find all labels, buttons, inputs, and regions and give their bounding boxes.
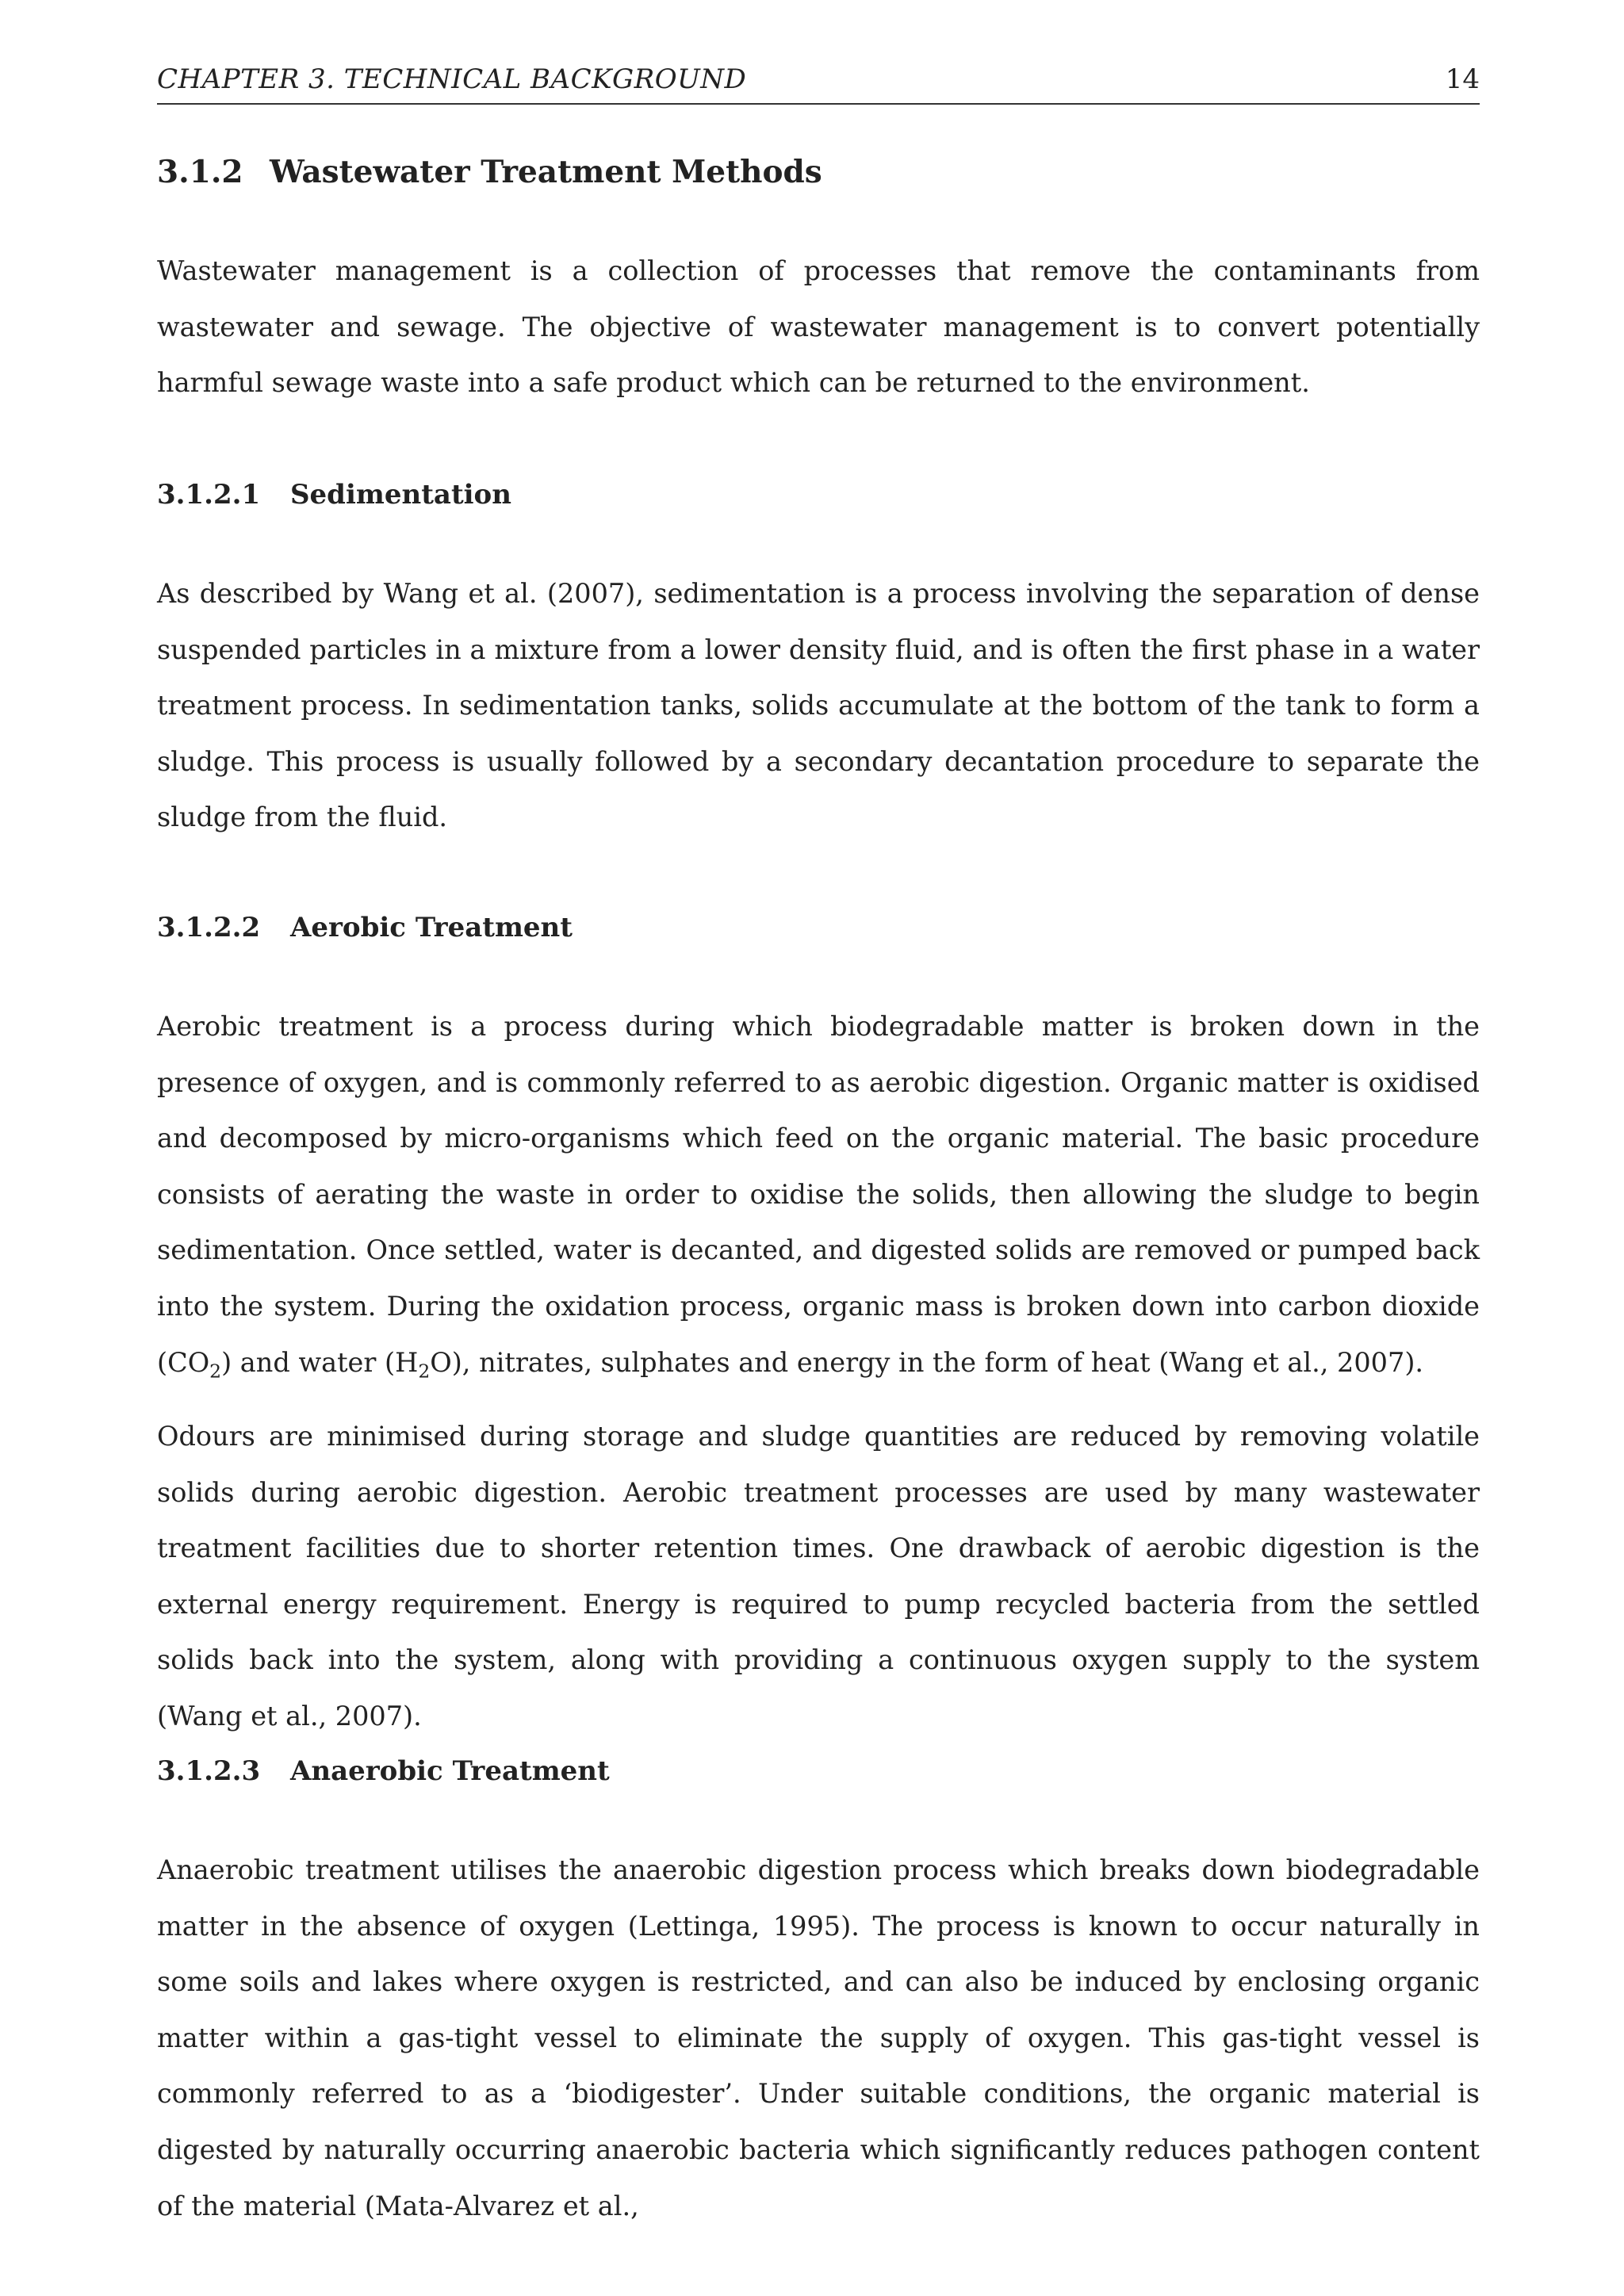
aerobic-text-b: ) and water (H bbox=[221, 1346, 419, 1378]
section-heading bbox=[157, 154, 822, 190]
subsection-number: 3.1.2.2 bbox=[157, 912, 261, 943]
anaerobic-paragraph: Anaerobic treatment utilises the anaerobic digestion process which breaks down biodegradable matter in the absence of oxygen (Lettinga, 1995). The process is known to occur naturally in some soils and lakes where oxygen is restricted, and can also be induced by enclosing organic matter within a gas-tight vessel to eliminate the supply of oxygen. This gas-tight vessel is commonly referred to as a ‘biodigester’. Under suitable conditions, the organic material is digested by naturally occurring anaerobic bacteria which significantly reduces pathogen content of the material (Mata-Alvarez et al., bbox=[157, 1854, 1480, 2221]
subsection-title: Sedimentation bbox=[290, 479, 511, 511]
subsection-heading-sedimentation bbox=[157, 479, 511, 511]
h2o-subscript: 2 bbox=[418, 1360, 431, 1383]
page-number: 14 bbox=[1445, 63, 1480, 95]
aerobic-paragraph-2: Odours are minimised during storage and sludge quantities are reduced by removing volatile solids during aerobic digestion. Aerobic treatment processes are used by many wastewater treatment facilities due to shorter retention times. One drawback of aerobic digestion is the external energy requirement. Energy is required to pump recycled bacteria from the settled solids back into the system, along with providing a continuous oxygen supply to the system (Wang et al., 2007). bbox=[157, 1421, 1480, 1732]
aerobic-text-a: Aerobic treatment is a process during which biodegradable matter is broken down in the presence of oxygen, and is commonly referred to as aerobic digestion. Organic matter is oxidised and decomposed by micro-organisms which feed on the organic material. The basic procedure consists of aerating the waste in order to oxidise the solids, then allowing the sludge to begin sedimentation. Once settled, water is decanted, and digested solids are removed or pumped back into the system. During the oxidation process, organic mass is broken down into carbon dioxide (CO bbox=[157, 1011, 1480, 1378]
subsection-title: Aerobic Treatment bbox=[290, 912, 573, 943]
section-number: 3.1.2 bbox=[157, 154, 243, 190]
subsection-number: 3.1.2.3 bbox=[157, 1755, 261, 1787]
chapter-title: CHAPTER 3. TECHNICAL BACKGROUND bbox=[157, 63, 747, 95]
running-header bbox=[157, 65, 1480, 105]
subsection-heading-aerobic bbox=[157, 912, 573, 943]
subsection-number: 3.1.2.1 bbox=[157, 479, 261, 511]
intro-paragraph: Wastewater management is a collection of processes that remove the contaminants from wastewater and sewage. The objective of wastewater management is to convert potentially harmful sewage waste into a safe product which can be returned to the environment. bbox=[157, 255, 1480, 399]
sedimentation-paragraph: As described by Wang et al. (2007), sedimentation is a process involving the separation of dense suspended particles in a mixture from a lower density fluid, and is often the first phase in a water treatment process. In sedimentation tanks, solids accumulate at the bottom of the tank to form a sludge. This process is usually followed by a secondary decantation procedure to separate the sludge from the fluid. bbox=[157, 578, 1480, 833]
subsection-heading-anaerobic bbox=[157, 1755, 610, 1787]
aerobic-paragraph-1 bbox=[157, 999, 1480, 1391]
co2-subscript: 2 bbox=[209, 1360, 222, 1383]
aerobic-text-c: O), nitrates, sulphates and energy in the form of heat (Wang et al., 2007). bbox=[430, 1346, 1424, 1378]
document-page bbox=[157, 0, 1480, 2296]
subsection-title: Anaerobic Treatment bbox=[290, 1755, 610, 1787]
section-title: Wastewater Treatment Methods bbox=[270, 154, 822, 190]
